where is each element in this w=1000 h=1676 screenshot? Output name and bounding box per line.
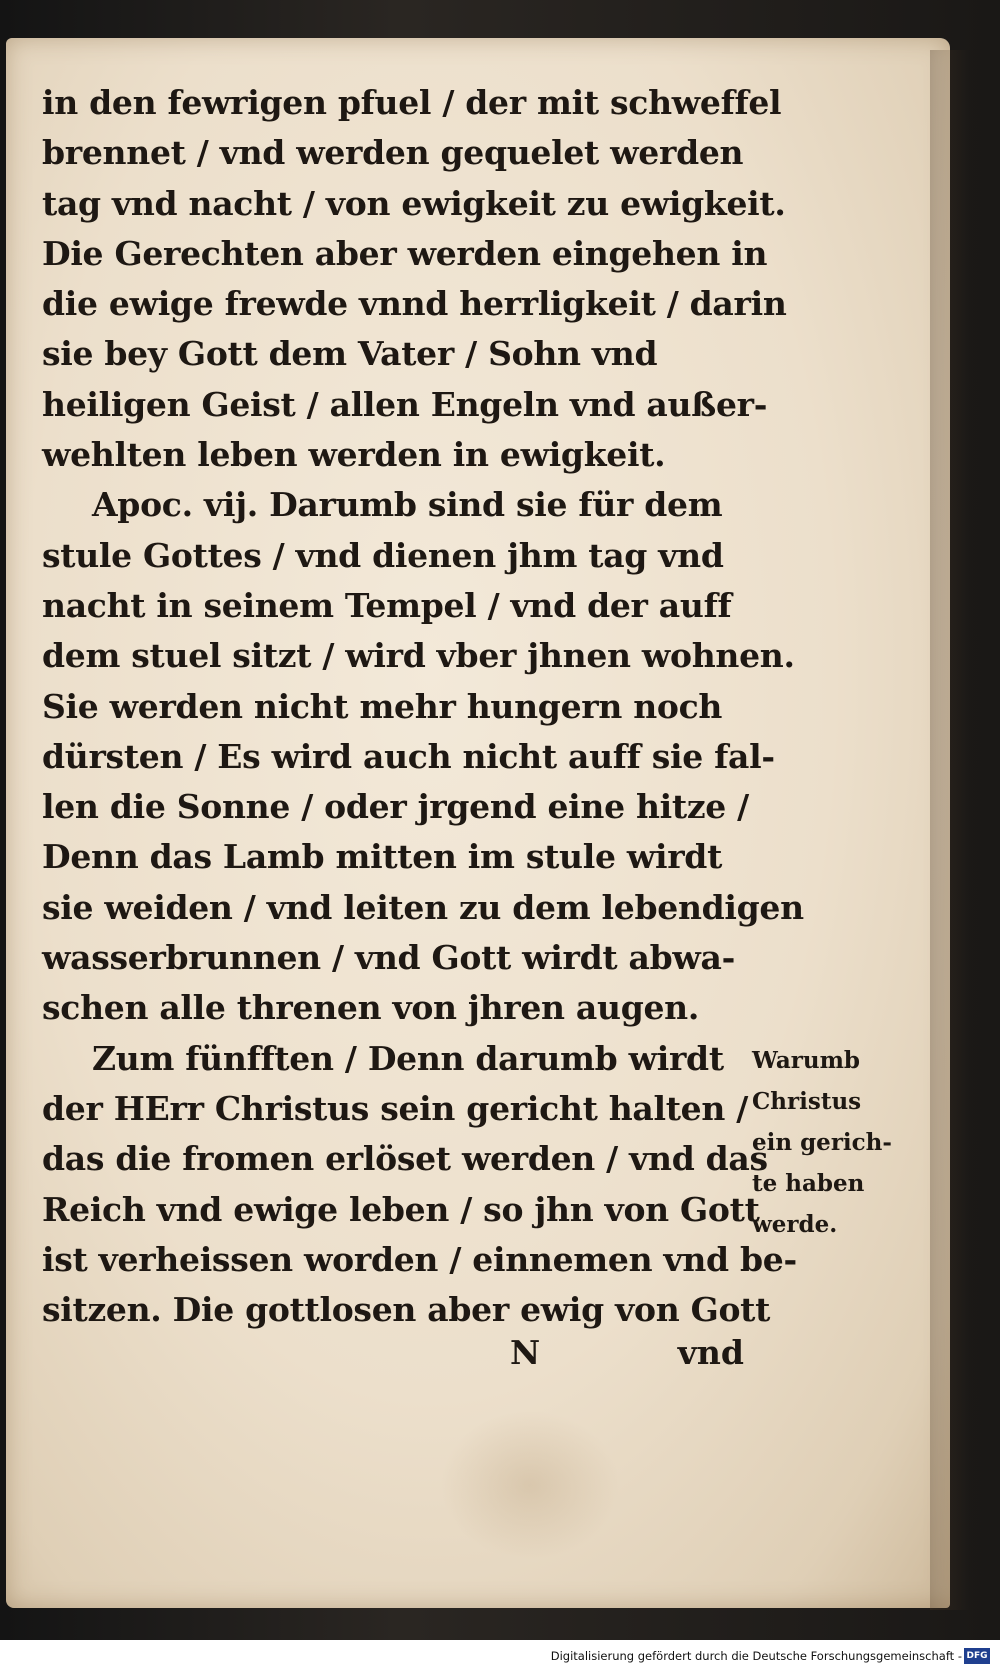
text-line: Sie werden nicht mehr hungern noch — [42, 686, 723, 726]
text-line: dürsten / Es wird auch nicht auff sie fal- — [42, 736, 775, 776]
text-line: sie weiden / vnd leiten zu dem lebendigen — [42, 887, 804, 927]
text-line: das die fromen erlöset werden / vnd das — [42, 1139, 768, 1179]
text-line: heiligen Geist / allen Engeln vnd außer- — [42, 384, 768, 424]
text-line: len die Sonne / oder jrgend eine hitze / — [42, 787, 749, 827]
text-line: sitzen. Die gottlosen aber ewig von Gott — [42, 1290, 771, 1330]
margin-note-line: Warumb — [752, 1047, 860, 1074]
margin-note-line: te haben — [752, 1170, 865, 1197]
text-line: Die Gerechten aber werden eingehen in — [42, 233, 768, 273]
page-edge-shadow — [930, 50, 970, 1610]
text-line: die ewige frewde vnnd herrligkeit / darin — [42, 284, 787, 324]
text-line: schen alle threnen von jhren augen. — [42, 988, 700, 1028]
text-line: ist verheissen worden / einnemen vnd be- — [42, 1239, 797, 1279]
text-line: tag vnd nacht / von ewigkeit zu ewigkeit. — [42, 183, 786, 223]
text-line: Denn das Lamb mitten im stule wirdt — [42, 837, 723, 877]
paper-stain — [440, 1410, 620, 1560]
text-line: Zum fünfften / Denn darumb wirdt — [92, 1038, 724, 1078]
marginal-note — [752, 1040, 922, 1245]
text-line: Apoc. vij. Darumb sind sie für dem — [92, 485, 723, 525]
footer-bar — [0, 1640, 1000, 1676]
text-line: dem stuel sitzt / wird vber jhnen wohnen. — [42, 636, 795, 676]
text-line: in den fewrigen pfuel / der mit schweffel — [42, 83, 782, 122]
dfg-logo: DFG — [964, 1648, 990, 1664]
signature-line — [42, 1333, 752, 1383]
main-text-block — [42, 78, 804, 1335]
funding-credit: Digitalisierung gefördert durch die Deutsche Forschungsgemeinschaft - — [550, 1649, 962, 1663]
text-line: wasserbrunnen / vnd Gott wirdt abwa- — [42, 938, 735, 978]
margin-note-line: werde. — [752, 1211, 838, 1238]
catchword: vnd — [677, 1333, 744, 1372]
text-line: nacht in seinem Tempel / vnd der auff — [42, 585, 732, 625]
text-line: wehlten leben werden in ewigkeit. — [42, 435, 666, 475]
margin-note-line: ein gerich- — [752, 1129, 892, 1156]
margin-note-line: Christus — [752, 1088, 862, 1115]
text-line: stule Gottes / vnd dienen jhm tag vnd — [42, 535, 724, 575]
text-line: sie bey Gott dem Vater / Sohn vnd — [42, 334, 658, 374]
text-line: der HErr Christus sein gericht halten / — [42, 1088, 748, 1128]
signature-mark: N — [510, 1333, 541, 1372]
text-line: brennet / vnd werden gequelet werden — [42, 133, 744, 173]
text-line: Reich vnd ewige leben / so jhn von Gott — [42, 1189, 760, 1229]
